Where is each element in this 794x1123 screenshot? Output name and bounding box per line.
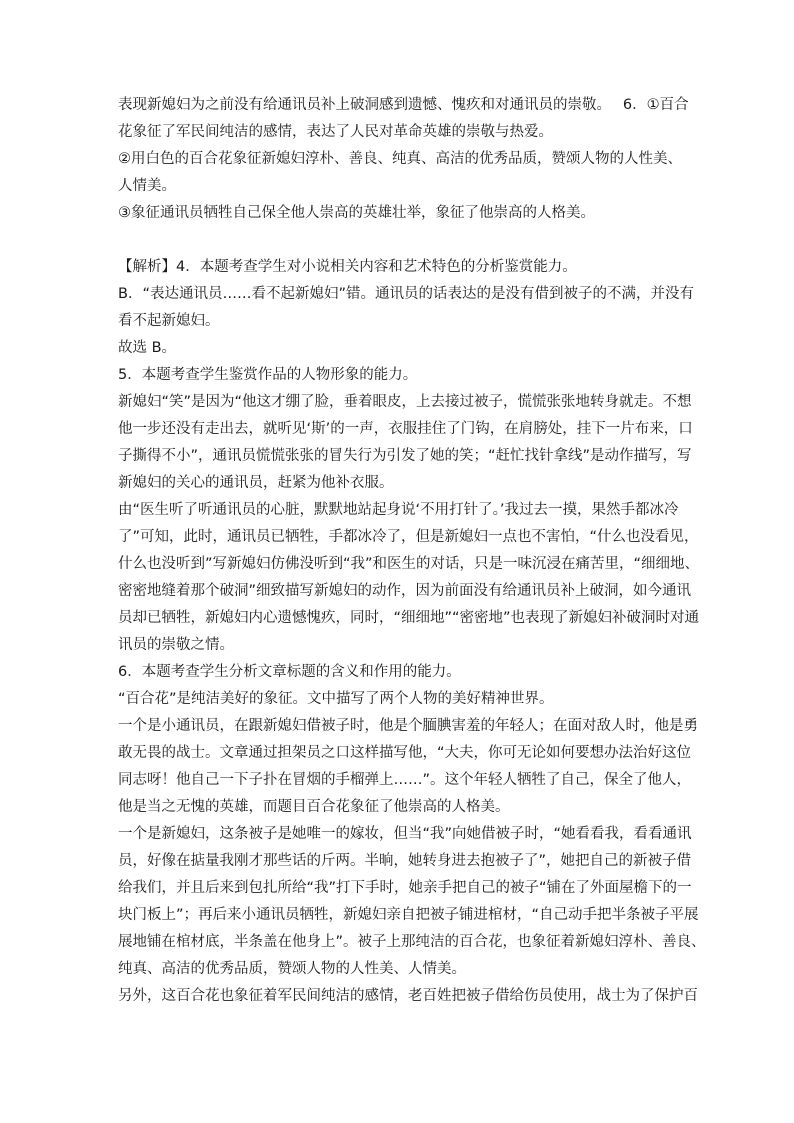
text-line: 新媳妇“笑”是因为“他这才绷了脸，垂着眼皮，上去接过被子，慌慌张张地转身就走。不想: [118, 394, 692, 410]
text-line: 由“医生听了听通讯员的心脏，默默地站起身说‘不用打针了。’我过去一摸，果然手都冰冷: [118, 502, 679, 518]
text-line: 员却已牺牲，新媳妇内心遗憾愧疚，同时，“细细地”“密密地”也表现了新媳妇补破洞时对通: [118, 610, 700, 626]
text-line: 人情美。: [118, 178, 176, 194]
text-line: 了”可知，此时，通讯员已牺牲，手都冰冷了，但是新媳妇一点也不害怕，“什么也没看见，: [118, 529, 699, 545]
text-line: 员，好像在掂量我刚才那些话的斤两。半晌，她转身进去抱被子了”，她把自己的新被子借: [118, 853, 692, 869]
text-line: B．“表达通讯员……看不起新媳妇”错。通讯员的话表达的是没有借到被子的不满，并没有: [118, 286, 694, 302]
text-line: 块门板上”；再后来小通讯员牺牲，新媳妇亲自把被子铺进棺材，“自己动手把半条被子平展: [118, 907, 699, 923]
text-line: 他一步还没有走出去，就听见‘斯’的一声，衣服挂住了门钩，在肩膀处，挂下一片布来，口: [118, 421, 693, 437]
text-line: “百合花”是纯洁美好的象征。文中描写了两个人物的美好精神世界。: [118, 691, 554, 707]
text-line: 密密地缝着那个破洞”细致描写新媳妇的动作，因为前面没有给通讯员补上破洞，如今通讯: [118, 583, 692, 599]
text-line: 5．本题考查学生鉴赏作品的人物形象的能力。: [118, 367, 418, 383]
text-line: 表现新媳妇为之前没有给通讯员补上破洞感到遗憾、愧疚和对通讯员的崇敬。 6．①百合: [118, 97, 689, 113]
text-line: 新媳妇的关心的通讯员，赶紧为他补衣服。: [118, 475, 394, 491]
text-line: 子撕得不小”，通讯员慌慌张张的冒失行为引发了她的笑；“赶忙找针拿线”是动作描写，写: [118, 448, 692, 464]
text-line: ③象征通讯员牺牲自己保全他人崇高的英雄壮举，象征了他崇高的人格美。: [118, 205, 595, 221]
text-line: 看不起新媳妇。: [118, 313, 220, 329]
text-line: 另外，这百合花也象征着军民间纯洁的感情，老百姓把被子借给伤员使用，战士为了保护百: [118, 988, 698, 1004]
text-line: 给我们，并且后来到包扎所给“我”打下手时，她亲手把自己的被子“铺在了外面屋檐下的一: [118, 880, 692, 896]
text-line: 讯员的崇敬之情。: [118, 637, 234, 653]
analysis-heading: 【解析】4．本题考查学生对小说相关内容和艺术特色的分析鉴赏能力。: [118, 259, 577, 275]
text-line: 6．本题考查学生分析文章标题的含义和作用的能力。: [118, 664, 461, 680]
text-line: 他是当之无愧的英雄，而题目百合花象征了他崇高的人格美。: [118, 799, 510, 815]
text-line: 展地铺在棺材底，半条盖在他身上”。被子上那纯洁的百合花，也象征着新媳妇淳朴、善良、: [118, 934, 706, 950]
text-line: 花象征了军民间纯洁的感情，表达了人民对革命英雄的崇敬与热爱。: [118, 124, 553, 140]
text-line: 故选 B。: [118, 340, 177, 356]
text-line: ②用白色的百合花象征新媳妇淳朴、善良、纯真、高洁的优秀品质，赞颂人物的人性美、: [118, 151, 682, 167]
text-line: 什么也没听到”写新媳妇仿佛没听到“我”和医生的对话，只是一味沉浸在痛苦里，“细细地、: [118, 556, 700, 572]
text-line: 一个是新媳妇，这条被子是她唯一的嫁妆，但当“我”向她借被子时，“她看看我，看看通讯: [118, 826, 692, 842]
text-line: 纯真、高洁的优秀品质，赞颂人物的人性美、人情美。: [118, 961, 466, 977]
text-line: 敢无畏的战士。文章通过担架员之口这样描写他，“大夫，你可无论如何要想办法治好这位: [118, 745, 692, 761]
text-line: 同志呀！他自己一下子扑在冒烟的手榴弹上……”。这个年轻人牺牲了自己，保全了他人，: [118, 772, 692, 788]
text-line: 一个是小通讯员，在跟新媳妇借被子时，他是个腼腆害羞的年轻人；在面对敌人时，他是勇: [118, 718, 698, 734]
